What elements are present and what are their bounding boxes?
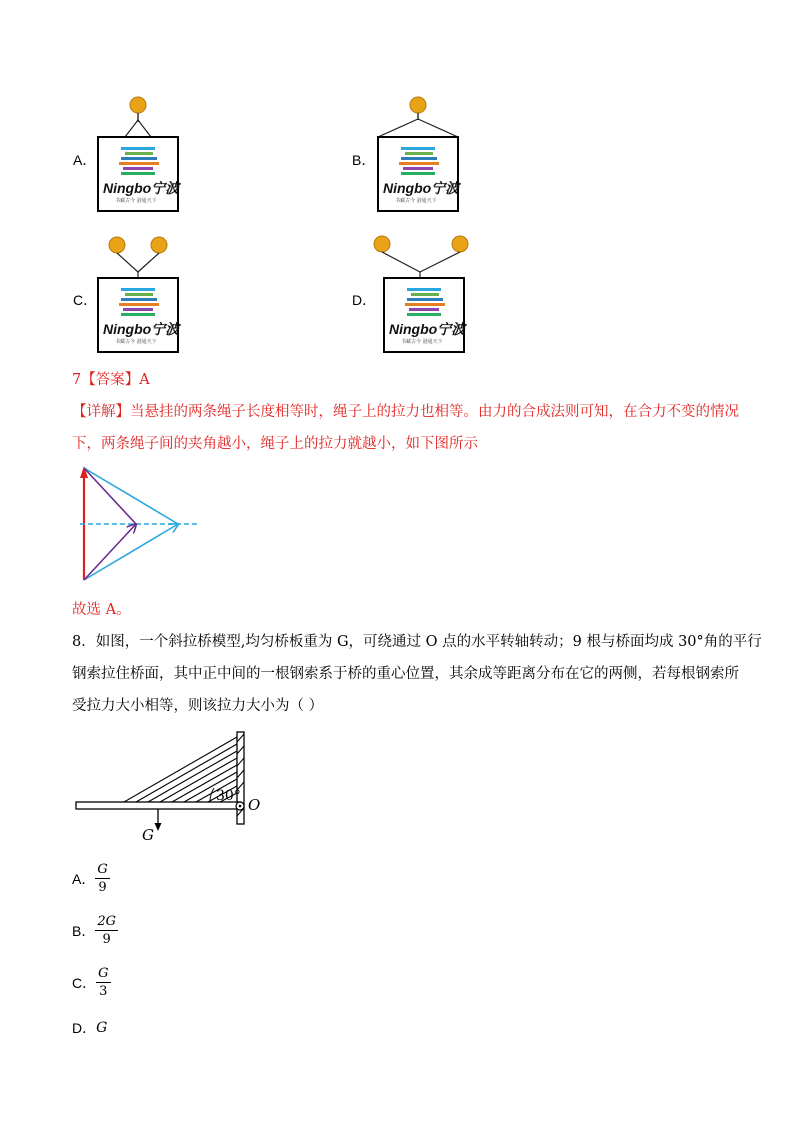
pin-icon [374, 236, 390, 252]
pin-icon [410, 97, 426, 113]
force-vector-diagram [70, 462, 210, 587]
logo-subtitle: 书藏古今 港通天下 [115, 198, 157, 204]
q8-option-b[interactable] [72, 914, 118, 947]
logo-text: Ningbo宁波 [383, 180, 460, 196]
fraction-value: $\frac{2G}{9}$ [97, 914, 116, 947]
ningbo-logo-icon [117, 286, 161, 320]
narrow-angle-force-arrow [84, 524, 136, 580]
option-letter: B． [72, 922, 96, 939]
logo-subtitle: 书藏古今 港通天下 [115, 339, 157, 345]
option-letter: D． [72, 1020, 97, 1036]
q7-detail-line2: 下，两条绳子间的夹角越小，绳子上的拉力就越小，如下图所示 [72, 436, 478, 452]
fraction-value: $\frac{G}{3}$ [98, 966, 109, 999]
q8-stem-line2: 钢索拉住桥面，其中正中间的一根钢索系于桥的重心位置，其余成等距离分布在它的两侧，若每根钢索所 [72, 666, 739, 682]
q7-answer: 7【答案】A [72, 372, 150, 388]
logo-subtitle: 书藏古今 港通天下 [401, 339, 443, 345]
option-value: G [96, 1020, 108, 1036]
q8-option-a[interactable] [72, 862, 110, 895]
pin-icon [130, 97, 146, 113]
pin-icon [109, 237, 125, 253]
option-b-letter: B． [352, 152, 376, 168]
option-d-letter: D． [352, 292, 377, 308]
wide-angle-force-arrow [84, 524, 178, 580]
q7-detail-line1: 【详解】当悬挂的两条绳子长度相等时，绳子上的拉力也相等。由力的合成法则可知，在合力不变的情况 [72, 404, 739, 420]
angle-label: 30° [216, 788, 241, 804]
q8-option-d[interactable] [72, 1018, 107, 1038]
pin-icon [151, 237, 167, 253]
fraction-value: $\frac{G}{9}$ [97, 862, 108, 895]
q8-stem-line3: 受拉力大小相等，则该拉力大小为（ ） [72, 698, 324, 714]
q7-conclusion: 故选 A。 [72, 602, 131, 618]
weight-label: G [142, 826, 154, 844]
ningbo-logo-icon [397, 145, 441, 179]
logo-text: Ningbo宁波 [103, 180, 180, 196]
option-c-letter: C． [73, 292, 98, 308]
option-letter: C． [72, 974, 97, 991]
ningbo-logo-icon [117, 145, 161, 179]
logo-text: Ningbo宁波 [103, 321, 180, 337]
ningbo-logo-icon [403, 286, 447, 320]
q8-stem-line1: 8．如图，一个斜拉桥模型,均匀桥板重为 G，可绕通过 O 点的水平转轴转动；9 根与桥面均成 30°角的平行 [72, 634, 762, 650]
pivot-label: O [248, 796, 261, 814]
pin-icon [452, 236, 468, 252]
logo-subtitle: 书藏古今 港通天下 [395, 198, 437, 204]
option-a-letter: A． [73, 152, 97, 168]
logo-text: Ningbo宁波 [389, 321, 466, 337]
q8-option-c[interactable] [72, 966, 111, 999]
option-letter: A． [72, 870, 96, 887]
